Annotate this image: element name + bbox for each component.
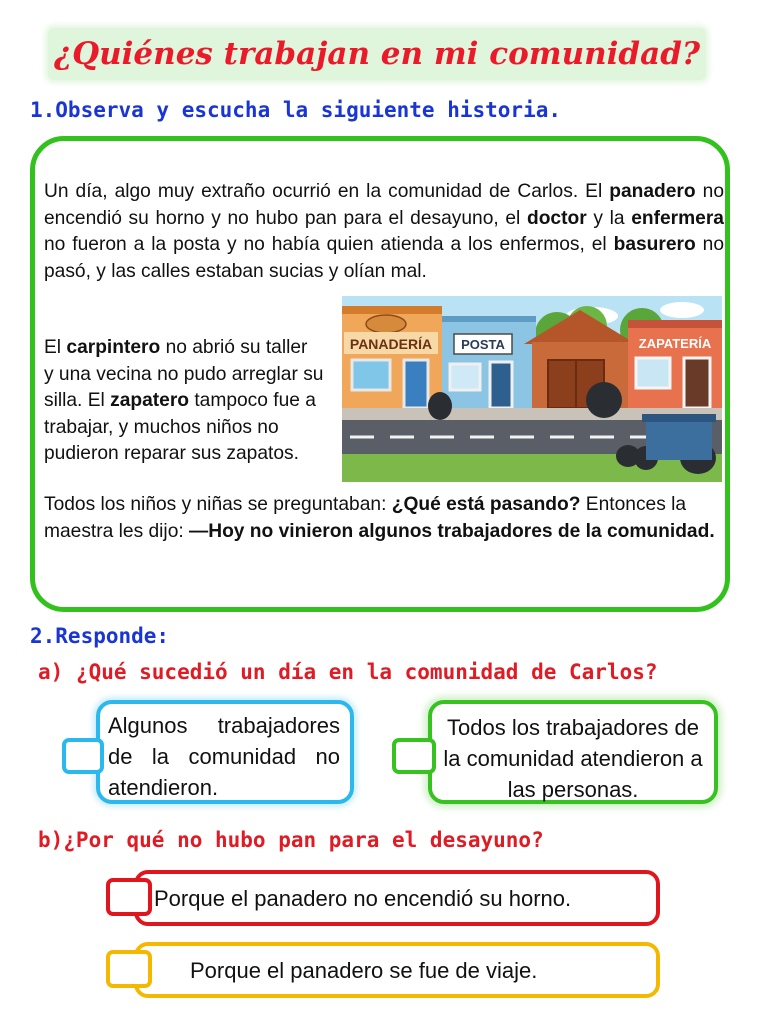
- story-line: [44, 335, 344, 362]
- story-keyword: zapatero: [110, 390, 190, 411]
- story-text: Todos los niños y niñas se preguntaban:: [44, 494, 392, 515]
- option-b2-checkbox[interactable]: [106, 950, 152, 988]
- title-banner: [48, 28, 706, 80]
- story-line: [44, 415, 344, 442]
- story-keyword: doctor: [526, 207, 587, 229]
- story-line: [44, 362, 344, 389]
- shoe-shop-sign: ZAPATERÍA: [638, 336, 712, 351]
- option-b2-text: Porque el panadero se fue de viaje.: [190, 958, 538, 983]
- story-text: trabajar, y muchos niños no: [44, 416, 279, 438]
- option-a2-text: Todos los trabajadores de la comunidad atendieron a las personas.: [443, 715, 703, 802]
- option-b1[interactable]: [134, 870, 660, 926]
- option-a1[interactable]: [96, 700, 354, 804]
- story-keyword: —Hoy no vinieron algunos trabajadores de la comunidad.: [189, 520, 715, 542]
- section2-heading: 2.Responde:: [30, 624, 170, 648]
- story-line: [44, 441, 344, 468]
- story-text: Entonces la maestra les dijo:: [44, 494, 687, 542]
- option-b2[interactable]: [134, 942, 660, 998]
- shoe-shop-building: [628, 320, 722, 408]
- story-keyword: ¿Qué está pasando?: [391, 494, 581, 515]
- option-a2-checkbox[interactable]: [392, 738, 436, 774]
- story-text: Un día, algo muy extraño ocurrió en la comunidad de Carlos. El: [44, 181, 610, 202]
- story-paragraph-1: [44, 179, 724, 285]
- section1-heading: 1.Observa y escucha la siguiente historia.: [30, 98, 562, 122]
- story-text: El: [44, 337, 67, 358]
- story-text: tampoco fue a: [189, 390, 316, 411]
- bread-icon: [366, 315, 406, 333]
- story-paragraph-2: [44, 335, 344, 468]
- story-text: y la: [586, 207, 632, 229]
- story-text: y una vecina no pudo arreglar su: [44, 363, 324, 385]
- story-text: no encendió su horno y no hubo pan para el desayuno, el: [44, 181, 724, 229]
- option-b1-checkbox[interactable]: [106, 878, 152, 916]
- story-paragraph-3: [44, 492, 724, 545]
- bakery-sign: PANADERÍA: [349, 336, 433, 352]
- option-a1-text: Algunos trabajadores de la comunidad no atendieron.: [108, 713, 340, 800]
- story-keyword: carpintero: [66, 337, 161, 358]
- story-keyword: basurero: [613, 234, 696, 255]
- story-text: no fueron a la posta y no había quien atienda a los enfermos, el: [44, 234, 614, 255]
- question-a: a) ¿Qué sucedió un día en la comunidad de Carlos?: [38, 660, 658, 684]
- bakery-building: [342, 306, 442, 408]
- story-text: pudieron reparar sus zapatos.: [44, 443, 299, 464]
- option-a1-checkbox[interactable]: [62, 738, 104, 774]
- dumpster: [642, 414, 716, 460]
- story-text: silla. El: [44, 390, 111, 411]
- option-b1-text: Porque el panadero no encendió su horno.: [154, 886, 572, 911]
- clinic-building: [442, 316, 536, 408]
- clinic-sign: POSTA: [461, 337, 505, 352]
- story-text: no abrió su taller: [160, 337, 308, 358]
- option-a2[interactable]: [428, 700, 718, 804]
- story-keyword: panadero: [609, 181, 696, 202]
- page-title: ¿Quiénes trabajan en mi comunidad?: [53, 36, 701, 72]
- story-line: [44, 388, 344, 415]
- story-text: no pasó, y las calles estaban sucias y olían mal.: [44, 234, 724, 282]
- story-keyword: enfermera: [631, 207, 724, 229]
- street-illustration: [342, 296, 722, 482]
- question-b: b)¿Por qué no hubo pan para el desayuno?: [38, 828, 544, 852]
